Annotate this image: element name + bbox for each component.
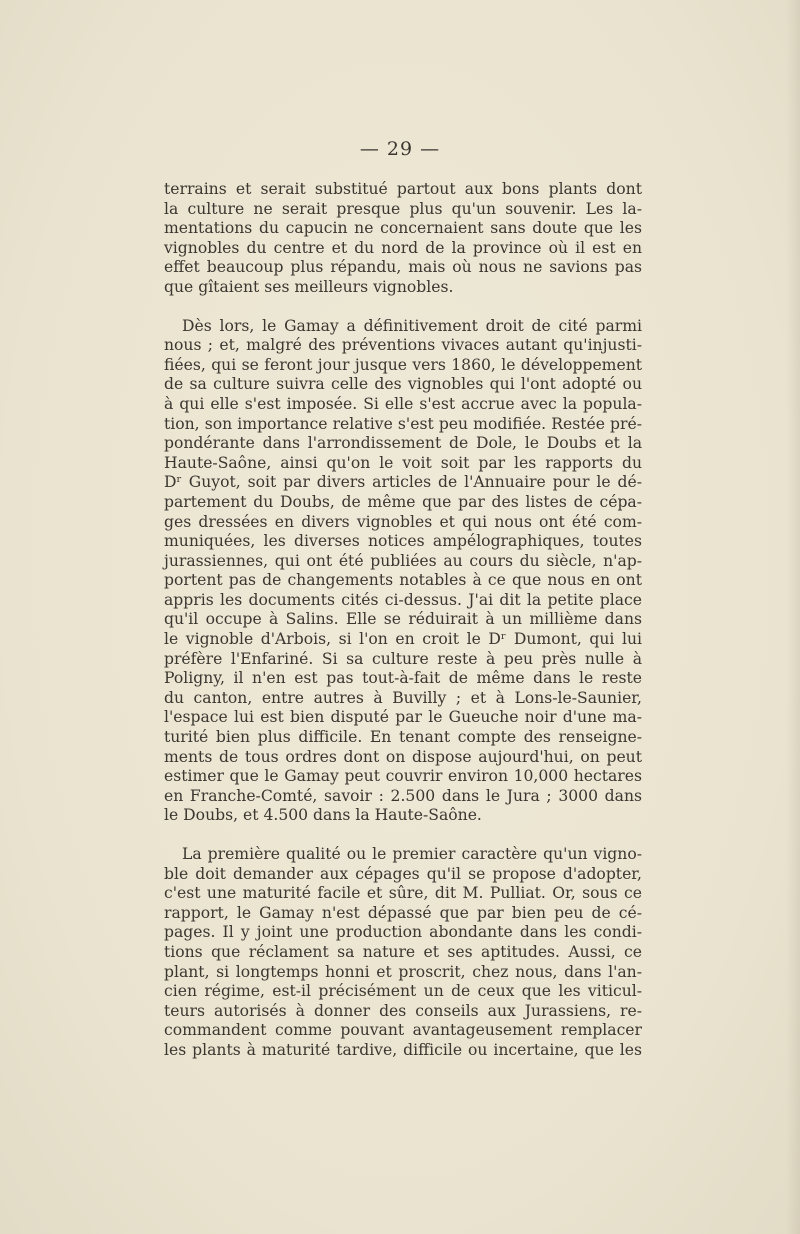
text-line: pages. Il y joint une production abondante dans les condi- [164, 923, 642, 942]
paragraph-3 [164, 845, 642, 1061]
text-line: nous ; et, malgré des préventions vivaces autant qu'injusti- [164, 336, 642, 355]
text-line: portent pas de changements notables à ce que nous en ont [164, 571, 642, 590]
text-line: que gîtaient ses meilleurs vignobles. [164, 277, 454, 296]
text-line: le vignoble d'Arbois, si l'on en croit le Dʳ Dumont, qui lui [164, 630, 642, 649]
text-line: les plants à maturité tardive, difficile ou incertaine, que les [164, 1040, 642, 1059]
text-line: rapport, le Gamay n'est dépassé que par bien peu de cé- [164, 903, 642, 922]
text-line: la culture ne serait presque plus qu'un souvenir. Les la- [164, 199, 642, 218]
text-line: du canton, entre autres à Buvilly ; et à Lons-le-Saunier, [164, 688, 642, 707]
text-line: Dʳ Guyot, soit par divers articles de l'Annuaire pour le dé- [164, 473, 642, 492]
text-line: cien régime, est-il précisément un de ceux que les viticul- [164, 982, 642, 1001]
text-line: l'espace lui est bien disputé par le Gueuche noir d'une ma- [164, 708, 642, 727]
text-line: teurs autorisés à donner des conseils aux Jurassiens, re- [164, 1001, 642, 1020]
text-line: turité bien plus difficile. En tenant compte des renseigne- [164, 728, 642, 747]
paragraph-2 [164, 317, 642, 826]
paragraph-1 [164, 180, 642, 298]
text-line: Poligny, il n'en est pas tout-à-fait de même dans le reste [164, 669, 642, 688]
text-line: de sa culture suivra celle des vignobles qui l'ont adopté ou [164, 375, 642, 394]
page-edge-shadow [786, 0, 800, 1234]
text-line: partement du Doubs, de même que par des listes de cépa- [164, 492, 642, 511]
text-line: appris les documents cités ci-dessus. J'ai dit la petite place [164, 590, 642, 609]
text-line: vignobles du centre et du nord de la province où il est en [164, 238, 642, 257]
page-number: — 29 — [359, 138, 441, 160]
text-line: Haute-Saône, ainsi qu'on le voit soit par les rapports du [164, 453, 642, 472]
text-line: mentations du capucin ne concernaient sans doute que les [164, 219, 642, 238]
text-line: La première qualité ou le premier caractère qu'un vigno- [182, 845, 642, 863]
text-line: préfère l'Enfariné. Si sa culture reste à peu près nulle à [164, 649, 642, 668]
text-line: jurassiennes, qui ont été publiées au cours du siècle, n'ap- [164, 551, 642, 570]
body-text [164, 180, 642, 1080]
text-line: effet beaucoup plus répandu, mais où nous ne savions pas [164, 258, 642, 277]
text-line: estimer que le Gamay peut couvrir environ 10,000 hectares [164, 767, 642, 786]
text-line: tions que réclament sa nature et ses aptitudes. Aussi, ce [164, 942, 642, 961]
text-line: fiées, qui se feront jour jusque vers 1860, le développement [164, 355, 642, 374]
text-line: ges dressées en divers vignobles et qui nous ont été com- [164, 512, 642, 531]
text-line: pondérante dans l'arrondissement de Dole, le Doubs et la [164, 434, 642, 453]
text-line: Dès lors, le Gamay a définitivement droit de cité parmi [182, 316, 642, 335]
text-line: en Franche-Comté, savoir : 2.500 dans le Jura ; 3000 dans [164, 786, 642, 805]
text-line: muniquées, les diverses notices ampélographiques, toutes [164, 532, 642, 551]
text-line: terrains et serait substitué partout aux bons plants dont [164, 180, 642, 198]
text-line: le Doubs, et 4.500 dans la Haute-Saône. [164, 806, 482, 825]
text-line: commandent comme pouvant avantageusement remplacer [164, 1021, 642, 1040]
text-line: qu'il occupe à Salins. Elle se réduirait à un millième dans [164, 610, 642, 629]
text-line: ble doit demander aux cépages qu'il se propose d'adopter, [164, 864, 642, 883]
text-line: tion, son importance relative s'est peu modifiée. Restée pré- [164, 414, 642, 433]
text-line: c'est une maturité facile et sûre, dit M. Pulliat. Or, sous ce [164, 884, 642, 903]
text-line: plant, si longtemps honni et proscrit, chez nous, dans l'an- [164, 962, 642, 981]
text-line: à qui elle s'est imposée. Si elle s'est accrue avec la popula- [164, 394, 642, 413]
text-line: ments de tous ordres dont on dispose aujourd'hui, on peut [164, 747, 642, 766]
